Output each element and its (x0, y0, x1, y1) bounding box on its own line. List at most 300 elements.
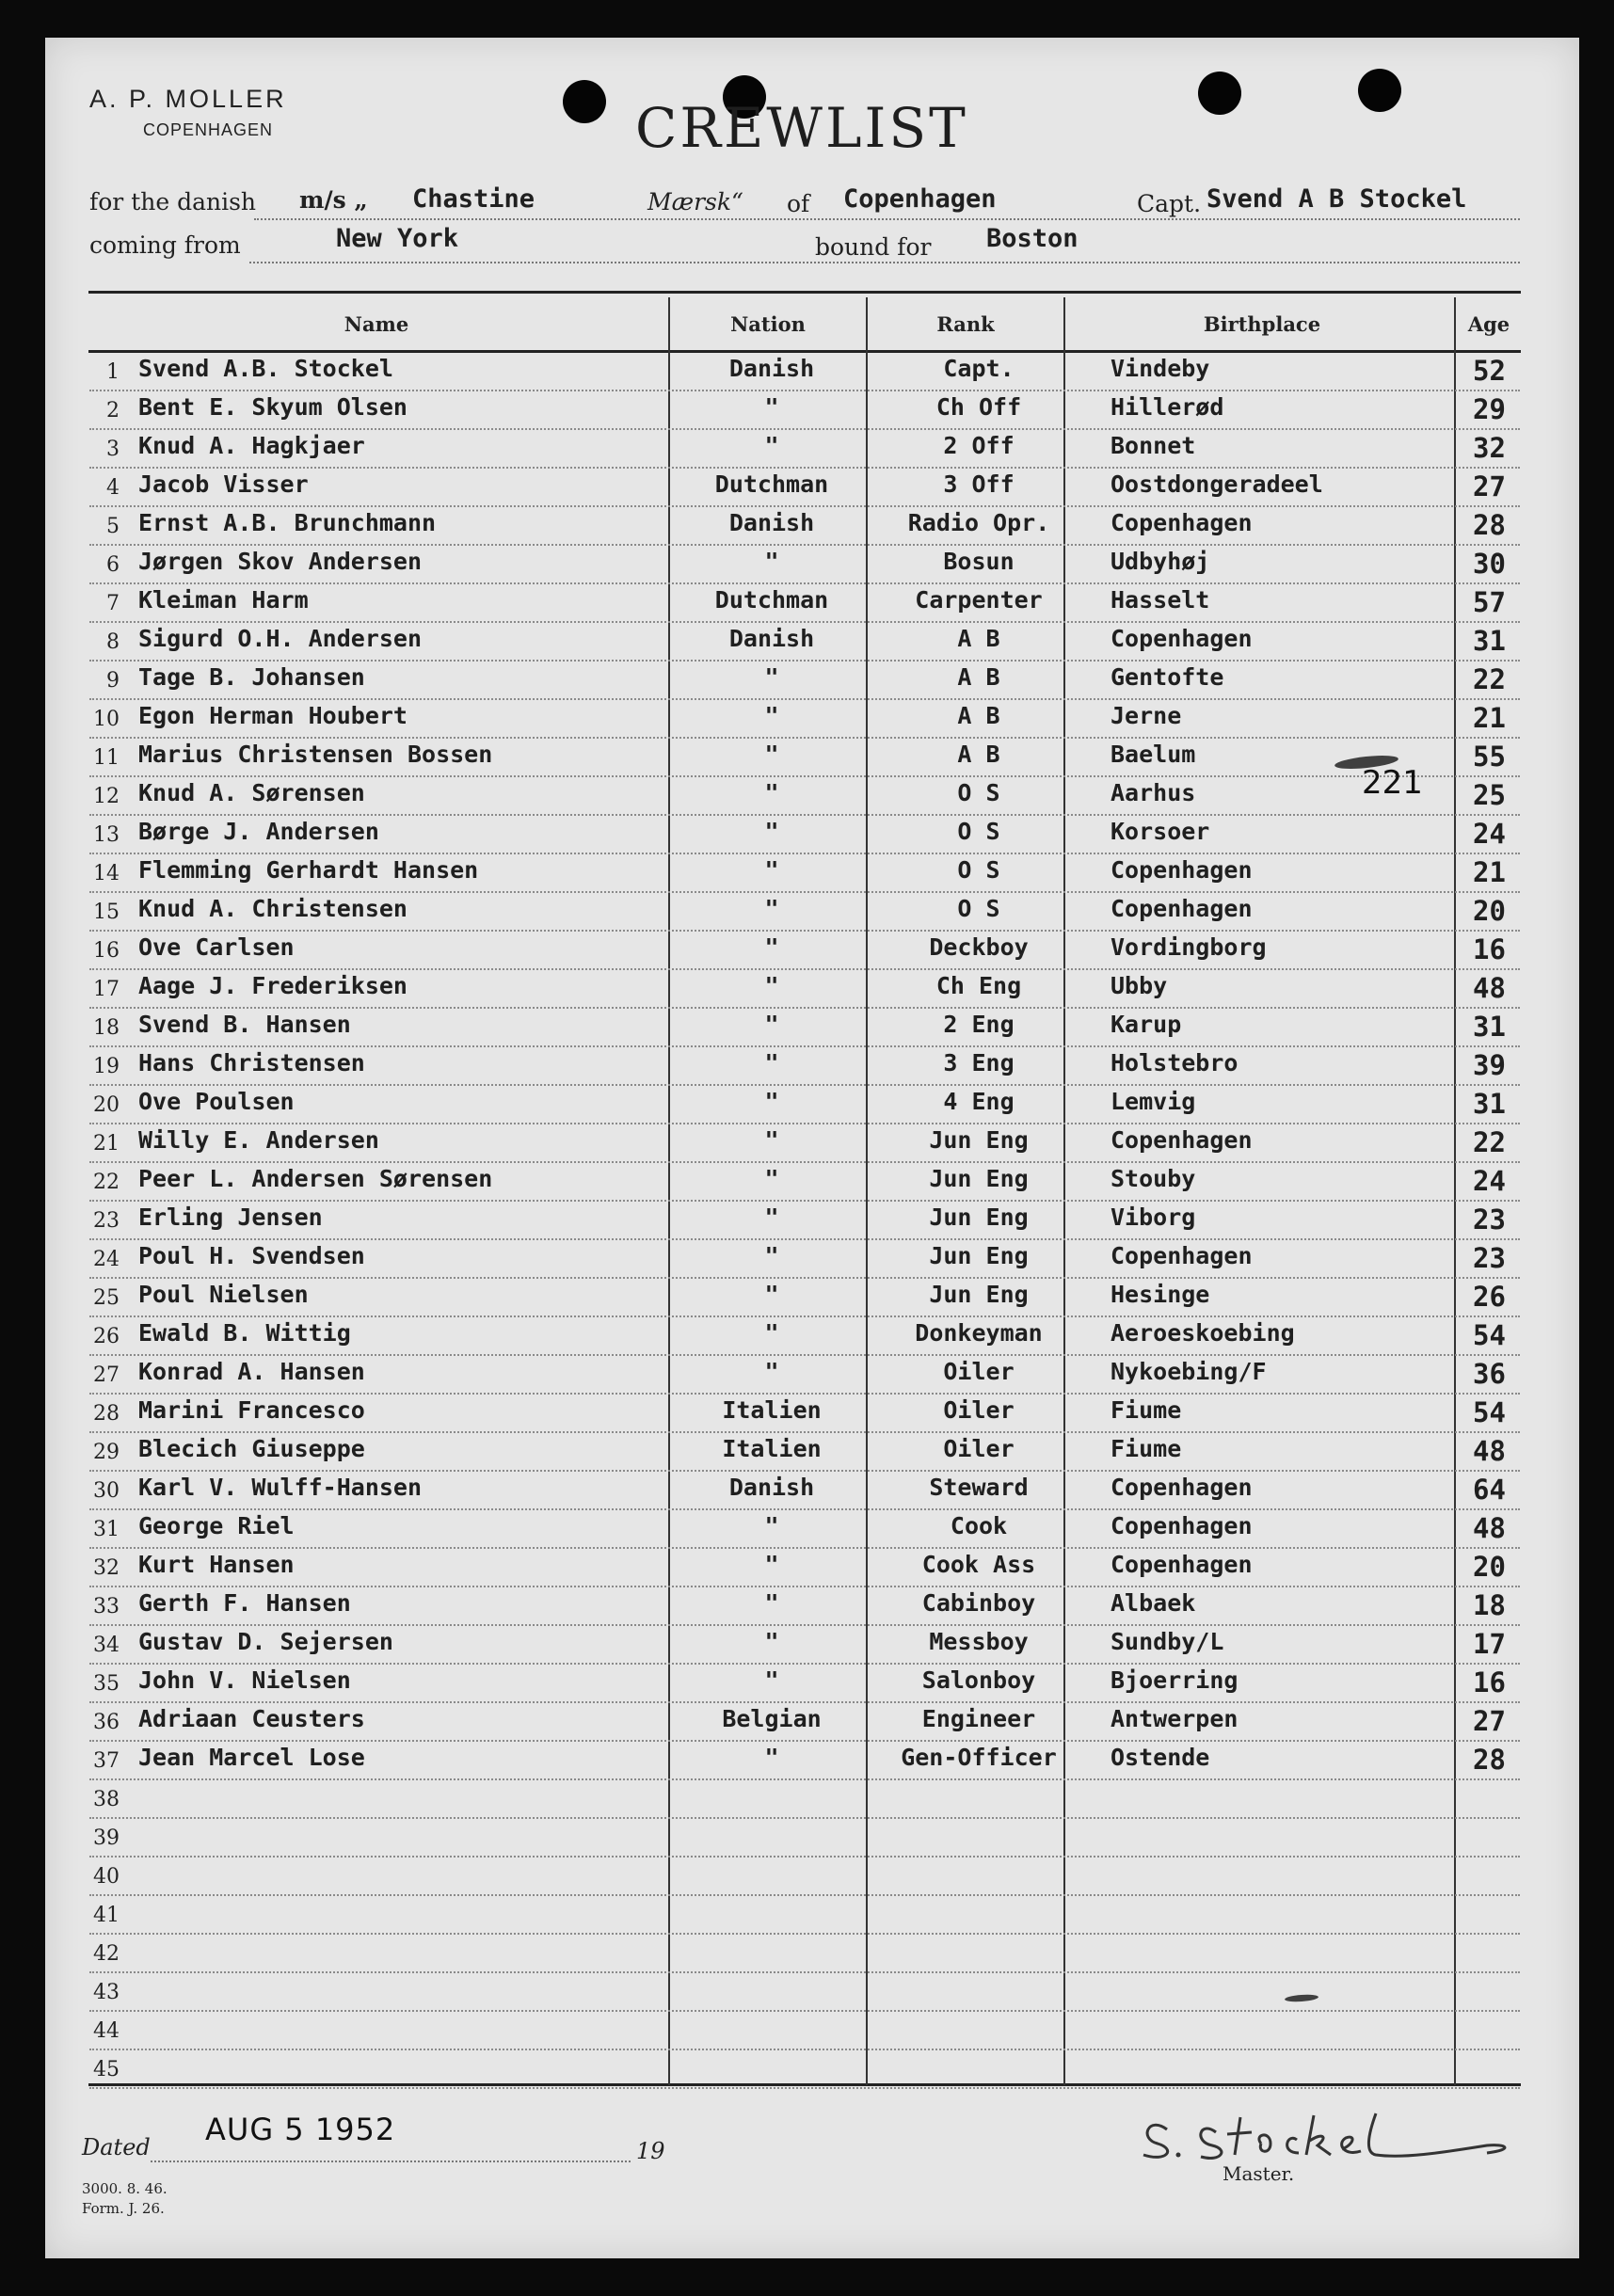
row-number: 5 (106, 515, 120, 538)
row-number: 27 (93, 1363, 120, 1387)
crew-birthplace: Sundby/L (1111, 1628, 1224, 1655)
row-number: 8 (106, 630, 120, 654)
crew-age: 48 (1473, 1512, 1506, 1544)
crew-name: Blecich Giuseppe (138, 1435, 365, 1462)
crew-nation: " (764, 972, 779, 999)
crew-age: 32 (1473, 432, 1506, 464)
crew-nation: " (764, 1126, 779, 1154)
table-row (80, 1124, 1520, 1163)
crew-nation: " (764, 1744, 779, 1771)
crew-name: Marini Francesco (138, 1396, 365, 1424)
table-row (80, 970, 1520, 1009)
crew-rank: Engineer (921, 1705, 1036, 1732)
crew-birthplace: Bonnet (1111, 432, 1196, 459)
crew-nation: " (764, 1319, 779, 1347)
row-number: 24 (93, 1248, 120, 1271)
crew-nation: Danish (728, 509, 815, 536)
table-row (80, 1896, 1520, 1935)
company-city: COPENHAGEN (143, 120, 274, 139)
crew-name: Poul H. Svendsen (138, 1242, 365, 1269)
table-row (80, 1163, 1520, 1202)
crew-nation: " (764, 663, 779, 691)
crew-rank: Oiler (943, 1435, 1015, 1462)
row-number: 37 (93, 1749, 120, 1773)
row-number: 26 (93, 1325, 120, 1348)
crew-rank: 2 Eng (943, 1011, 1015, 1038)
crew-birthplace: Udbyhøj (1111, 548, 1210, 575)
crew-rank: Ch Off (935, 393, 1022, 421)
row-number: 32 (93, 1556, 120, 1580)
table-row (80, 1086, 1520, 1124)
row-number: 13 (93, 823, 120, 847)
crew-rank: Jun Eng (929, 1242, 1029, 1269)
master-signature (1129, 2097, 1581, 2172)
crew-rank: Deckboy (929, 933, 1029, 961)
dated-label: Dated (82, 2134, 151, 2160)
table-row (80, 2050, 1520, 2089)
table-row (80, 469, 1520, 507)
row-number: 40 (93, 1865, 120, 1889)
coming-from: New York (336, 224, 459, 253)
table-row (80, 1973, 1520, 2012)
crew-age: 31 (1473, 1088, 1506, 1120)
crew-birthplace: Copenhagen (1111, 1474, 1253, 1501)
crew-birthplace: Vordingborg (1111, 933, 1267, 961)
crew-age: 25 (1473, 779, 1506, 811)
table-row (80, 1317, 1520, 1356)
crew-age: 48 (1473, 1435, 1506, 1467)
crew-nation: " (764, 1666, 779, 1694)
row-number: 10 (93, 708, 120, 731)
crew-nation: " (764, 1204, 779, 1231)
crew-name: Knud A. Sørensen (138, 779, 365, 806)
crew-rank: Jun Eng (929, 1281, 1029, 1308)
row-number: 15 (93, 901, 120, 924)
crew-age: 36 (1473, 1358, 1506, 1390)
row-number: 28 (93, 1402, 120, 1426)
crew-age: 54 (1473, 1396, 1506, 1428)
crew-rank: Bosun (943, 548, 1015, 575)
table-row (80, 546, 1520, 584)
row-number: 34 (93, 1634, 120, 1657)
crew-rank: A B (957, 702, 1000, 729)
crew-age: 22 (1473, 1126, 1506, 1158)
crew-birthplace: Copenhagen (1111, 856, 1253, 884)
ms-prefix: m/s „ (299, 186, 368, 214)
captain-name: Svend A B Stockel (1207, 184, 1467, 214)
crew-age: 21 (1473, 856, 1506, 888)
crew-birthplace: Hasselt (1111, 586, 1210, 614)
table-row (80, 507, 1520, 546)
capt-label: Capt. (1137, 190, 1202, 217)
punch-hole (563, 80, 606, 123)
crew-age: 64 (1473, 1474, 1506, 1506)
crew-age: 24 (1473, 1165, 1506, 1197)
crew-birthplace: Hesinge (1111, 1281, 1210, 1308)
crew-nation: " (764, 741, 779, 768)
crew-rank: Gen-Officer (901, 1744, 1057, 1771)
table-row (80, 430, 1520, 469)
home-port: Copenhagen (843, 184, 997, 214)
crew-birthplace: Albaek (1111, 1589, 1196, 1617)
ship-suffix: Mærsk“ (647, 188, 743, 215)
row-number: 1 (106, 360, 120, 384)
crew-name: Knud A. Hagkjaer (138, 432, 365, 459)
crew-age: 29 (1473, 393, 1506, 425)
fill-line (254, 218, 1520, 220)
fill-line (249, 262, 1520, 263)
crew-name: Poul Nielsen (138, 1281, 309, 1308)
crew-rank: Capt. (943, 355, 1015, 382)
crew-birthplace: Karup (1111, 1011, 1182, 1038)
table-row (80, 1356, 1520, 1395)
table-row (80, 1279, 1520, 1317)
row-number: 12 (93, 785, 120, 808)
crew-birthplace: Vindeby (1111, 355, 1210, 382)
row-number: 35 (93, 1672, 120, 1696)
crew-name: Sigurd O.H. Andersen (138, 625, 423, 652)
crew-age: 54 (1473, 1319, 1506, 1351)
table-row (80, 2012, 1520, 2050)
crew-age: 48 (1473, 972, 1506, 1004)
crew-birthplace: Copenhagen (1111, 509, 1253, 536)
table-row (80, 739, 1520, 777)
table-row (80, 854, 1520, 893)
crew-name: Jørgen Skov Andersen (138, 548, 423, 575)
crew-nation: Dutchman (714, 586, 829, 614)
crew-rank: 3 Off (943, 470, 1015, 498)
crew-rank: 4 Eng (943, 1088, 1015, 1115)
crew-name: Bent E. Skyum Olsen (138, 393, 407, 421)
crew-rank: O S (957, 895, 1000, 922)
crew-nation: " (764, 1242, 779, 1269)
crew-name: Jacob Visser (138, 470, 309, 498)
crew-age: 28 (1473, 509, 1506, 541)
form-code-2: Form. J. 26. (82, 2200, 165, 2217)
crew-rank: 3 Eng (943, 1049, 1015, 1076)
table-row (80, 1047, 1520, 1086)
crew-rank: Oiler (943, 1358, 1015, 1385)
crew-birthplace: Copenhagen (1111, 625, 1253, 652)
row-number: 33 (93, 1595, 120, 1618)
row-number: 17 (93, 978, 120, 1001)
crew-name: Ernst A.B. Brunchmann (138, 509, 437, 536)
crew-name: Egon Herman Houbert (138, 702, 407, 729)
row-number: 11 (93, 746, 120, 770)
crew-rank: Jun Eng (929, 1165, 1029, 1192)
crew-rank: Cook (950, 1512, 1008, 1539)
row-number: 41 (93, 1904, 120, 1927)
row-number: 21 (93, 1132, 120, 1156)
crew-age: 23 (1473, 1242, 1506, 1274)
row-number: 9 (106, 669, 120, 693)
row-number: 43 (93, 1981, 120, 2004)
table-row (80, 1202, 1520, 1240)
crew-nation: Danish (728, 1474, 815, 1501)
crew-nation: Italien (722, 1435, 822, 1462)
crew-rank: Salonboy (921, 1666, 1036, 1694)
crew-age: 26 (1473, 1281, 1506, 1313)
crew-birthplace: Aeroeskoebing (1111, 1319, 1295, 1347)
bound-for-label: bound for (815, 233, 932, 261)
crew-age: 22 (1473, 663, 1506, 695)
crew-age: 27 (1473, 470, 1506, 502)
crew-nation: Danish (728, 625, 815, 652)
crew-nation: " (764, 895, 779, 922)
coming-from-label: coming from (89, 231, 241, 259)
crew-nation: " (764, 548, 779, 575)
crew-birthplace: Bjoerring (1111, 1666, 1238, 1694)
crew-age: 24 (1473, 818, 1506, 850)
col-header-age: Age (1467, 312, 1510, 336)
crew-nation: " (764, 1165, 779, 1192)
table-row (80, 584, 1520, 623)
row-number: 23 (93, 1209, 120, 1233)
punch-hole (1198, 72, 1241, 115)
crew-age: 17 (1473, 1628, 1506, 1660)
crew-rank: Steward (929, 1474, 1029, 1501)
ship-name: Chastine (412, 184, 535, 214)
table-row (80, 1819, 1520, 1858)
document-title: CREWLIST (635, 96, 968, 160)
row-number: 7 (106, 592, 120, 615)
crew-name: Marius Christensen Bossen (138, 741, 493, 768)
crew-name: Gustav D. Sejersen (138, 1628, 393, 1655)
row-number: 4 (106, 476, 120, 500)
crew-birthplace: Copenhagen (1111, 895, 1253, 922)
stamp-number: 221 (1362, 764, 1423, 802)
crew-rank: A B (957, 741, 1000, 768)
crew-nation: " (764, 818, 779, 845)
crew-age: 28 (1473, 1744, 1506, 1776)
crew-name: Ove Poulsen (138, 1088, 295, 1115)
table-row (80, 777, 1520, 816)
crew-nation: " (764, 1628, 779, 1655)
crew-rank: Oiler (943, 1396, 1015, 1424)
crew-birthplace: Copenhagen (1111, 1512, 1253, 1539)
crew-birthplace: Oostdongeradeel (1111, 470, 1323, 498)
crew-rank: Carpenter (915, 586, 1043, 614)
table-row (80, 623, 1520, 662)
col-header-nation: Nation (730, 312, 806, 336)
crew-name: Svend A.B. Stockel (138, 355, 393, 382)
row-rule (89, 2087, 1520, 2089)
fill-line (151, 2160, 631, 2162)
crew-rank: Cook Ass (921, 1551, 1036, 1578)
crew-birthplace: Viborg (1111, 1204, 1196, 1231)
table-row (80, 1510, 1520, 1549)
crew-birthplace: Holstebro (1111, 1049, 1238, 1076)
crew-age: 57 (1473, 586, 1506, 618)
crew-birthplace: Ubby (1111, 972, 1168, 999)
form-code-1: 3000. 8. 46. (82, 2180, 168, 2197)
table-row (80, 1433, 1520, 1472)
crew-name: Hans Christensen (138, 1049, 365, 1076)
crew-age: 16 (1473, 1666, 1506, 1698)
of-label: of (787, 190, 810, 217)
crew-name: Flemming Gerhardt Hansen (138, 856, 479, 884)
table-row (80, 1009, 1520, 1047)
crew-rank: Radio Opr. (907, 509, 1050, 536)
crew-rank: A B (957, 625, 1000, 652)
crew-rank: Cabinboy (921, 1589, 1036, 1617)
crew-name: Kurt Hansen (138, 1551, 295, 1578)
row-number: 19 (93, 1055, 120, 1078)
crew-name: Svend B. Hansen (138, 1011, 351, 1038)
row-number: 30 (93, 1479, 120, 1503)
table-row (80, 1742, 1520, 1780)
table-top-rule (88, 291, 1521, 294)
row-number: 6 (106, 553, 120, 577)
table-row (80, 1240, 1520, 1279)
crew-age: 31 (1473, 625, 1506, 657)
crew-nation: " (764, 1281, 779, 1308)
crew-name: Karl V. Wulff-Hansen (138, 1474, 423, 1501)
crew-name: Kleiman Harm (138, 586, 309, 614)
table-row (80, 1395, 1520, 1433)
crew-nation: " (764, 432, 779, 459)
crew-nation: " (764, 1551, 779, 1578)
table-row (80, 932, 1520, 970)
crew-age: 18 (1473, 1589, 1506, 1621)
row-number: 45 (93, 2058, 120, 2081)
table-row (80, 816, 1520, 854)
crew-birthplace: Ostende (1111, 1744, 1210, 1771)
crew-name: Knud A. Christensen (138, 895, 407, 922)
crew-name: Aage J. Frederiksen (138, 972, 407, 999)
master-label: Master. (1222, 2162, 1295, 2185)
table-row (80, 1858, 1520, 1896)
crew-nation: " (764, 1589, 779, 1617)
crew-nation: " (764, 856, 779, 884)
col-header-rank: Rank (936, 312, 995, 336)
crew-rank: A B (957, 663, 1000, 691)
crew-name: Erling Jensen (138, 1204, 323, 1231)
crew-rank: Ch Eng (935, 972, 1022, 999)
crew-name: George Riel (138, 1512, 295, 1539)
crew-name: Tage B. Johansen (138, 663, 365, 691)
col-header-birthplace: Birthplace (1203, 312, 1321, 336)
crew-age: 30 (1473, 548, 1506, 580)
table-row (80, 1780, 1520, 1819)
crew-birthplace: Stouby (1111, 1165, 1196, 1192)
table-row (80, 353, 1520, 391)
crew-age: 23 (1473, 1204, 1506, 1236)
table-row (80, 1472, 1520, 1510)
row-number: 39 (93, 1826, 120, 1850)
crew-birthplace: Gentofte (1111, 663, 1224, 691)
row-number: 20 (93, 1093, 120, 1117)
row-number: 16 (93, 939, 120, 963)
crew-birthplace: Hillerød (1111, 393, 1224, 421)
crew-rank: Jun Eng (929, 1126, 1029, 1154)
crew-name: Peer L. Andersen Sørensen (138, 1165, 493, 1192)
crew-rank: O S (957, 818, 1000, 845)
crew-birthplace: Nykoebing/F (1111, 1358, 1267, 1385)
crew-birthplace: Copenhagen (1111, 1242, 1253, 1269)
crew-rank: Messboy (929, 1628, 1029, 1655)
crew-nation: " (764, 1512, 779, 1539)
crew-nation: " (764, 933, 779, 961)
row-number: 14 (93, 862, 120, 885)
crew-birthplace: Aarhus (1111, 779, 1196, 806)
crew-nation: Danish (728, 355, 815, 382)
crew-birthplace: Copenhagen (1111, 1126, 1253, 1154)
crew-nation: " (764, 1088, 779, 1115)
crew-nation: " (764, 779, 779, 806)
crew-name: Ewald B. Wittig (138, 1319, 351, 1347)
crew-age: 31 (1473, 1011, 1506, 1043)
row-number: 36 (93, 1711, 120, 1734)
crew-name: Jean Marcel Lose (138, 1744, 365, 1771)
crew-birthplace: Fiume (1111, 1396, 1182, 1424)
row-number: 38 (93, 1788, 120, 1811)
crew-nation: " (764, 1011, 779, 1038)
table-row (80, 1703, 1520, 1742)
table-row (80, 893, 1520, 932)
punch-hole (1358, 69, 1401, 112)
row-number: 31 (93, 1518, 120, 1541)
table-row (80, 391, 1520, 430)
row-number: 3 (106, 438, 120, 461)
crew-birthplace: Antwerpen (1111, 1705, 1238, 1732)
crew-age: 52 (1473, 355, 1506, 387)
crew-birthplace: Lemvig (1111, 1088, 1196, 1115)
table-row (80, 662, 1520, 700)
for-the-label: for the danish (89, 188, 257, 215)
crew-nation: " (764, 393, 779, 421)
table-row (80, 1549, 1520, 1587)
row-number: 22 (93, 1171, 120, 1194)
crew-nation: " (764, 1358, 779, 1385)
table-row (80, 1935, 1520, 1973)
crew-age: 39 (1473, 1049, 1506, 1081)
crew-rank: 2 Off (943, 432, 1015, 459)
crew-name: Gerth F. Hansen (138, 1589, 351, 1617)
crew-name: Adriaan Ceusters (138, 1705, 365, 1732)
year-prefix: 19 (636, 2138, 665, 2164)
row-number: 2 (106, 399, 120, 423)
table-row (80, 1665, 1520, 1703)
table-row (80, 1587, 1520, 1626)
crew-birthplace: Baelum (1111, 741, 1196, 768)
crew-rank: Jun Eng (929, 1204, 1029, 1231)
crew-nation: " (764, 1049, 779, 1076)
crew-nation: Dutchman (714, 470, 829, 498)
crew-name: Konrad A. Hansen (138, 1358, 365, 1385)
crew-rank: O S (957, 856, 1000, 884)
crew-age: 20 (1473, 895, 1506, 927)
row-number: 42 (93, 1942, 120, 1966)
crew-birthplace: Korsoer (1111, 818, 1210, 845)
table-row (80, 1626, 1520, 1665)
col-header-name: Name (344, 312, 409, 336)
crew-birthplace: Copenhagen (1111, 1551, 1253, 1578)
crew-birthplace: Fiume (1111, 1435, 1182, 1462)
table-row (80, 700, 1520, 739)
crew-rank: Donkeyman (915, 1319, 1043, 1347)
crew-age: 20 (1473, 1551, 1506, 1583)
company-name: A. P. MOLLER (89, 85, 287, 113)
crew-nation: " (764, 702, 779, 729)
bound-for: Boston (986, 224, 1079, 253)
crew-name: Ove Carlsen (138, 933, 295, 961)
row-number: 18 (93, 1016, 120, 1040)
crew-rank: O S (957, 779, 1000, 806)
crew-nation: Belgian (722, 1705, 822, 1732)
row-number: 25 (93, 1286, 120, 1310)
crew-age: 55 (1473, 741, 1506, 773)
